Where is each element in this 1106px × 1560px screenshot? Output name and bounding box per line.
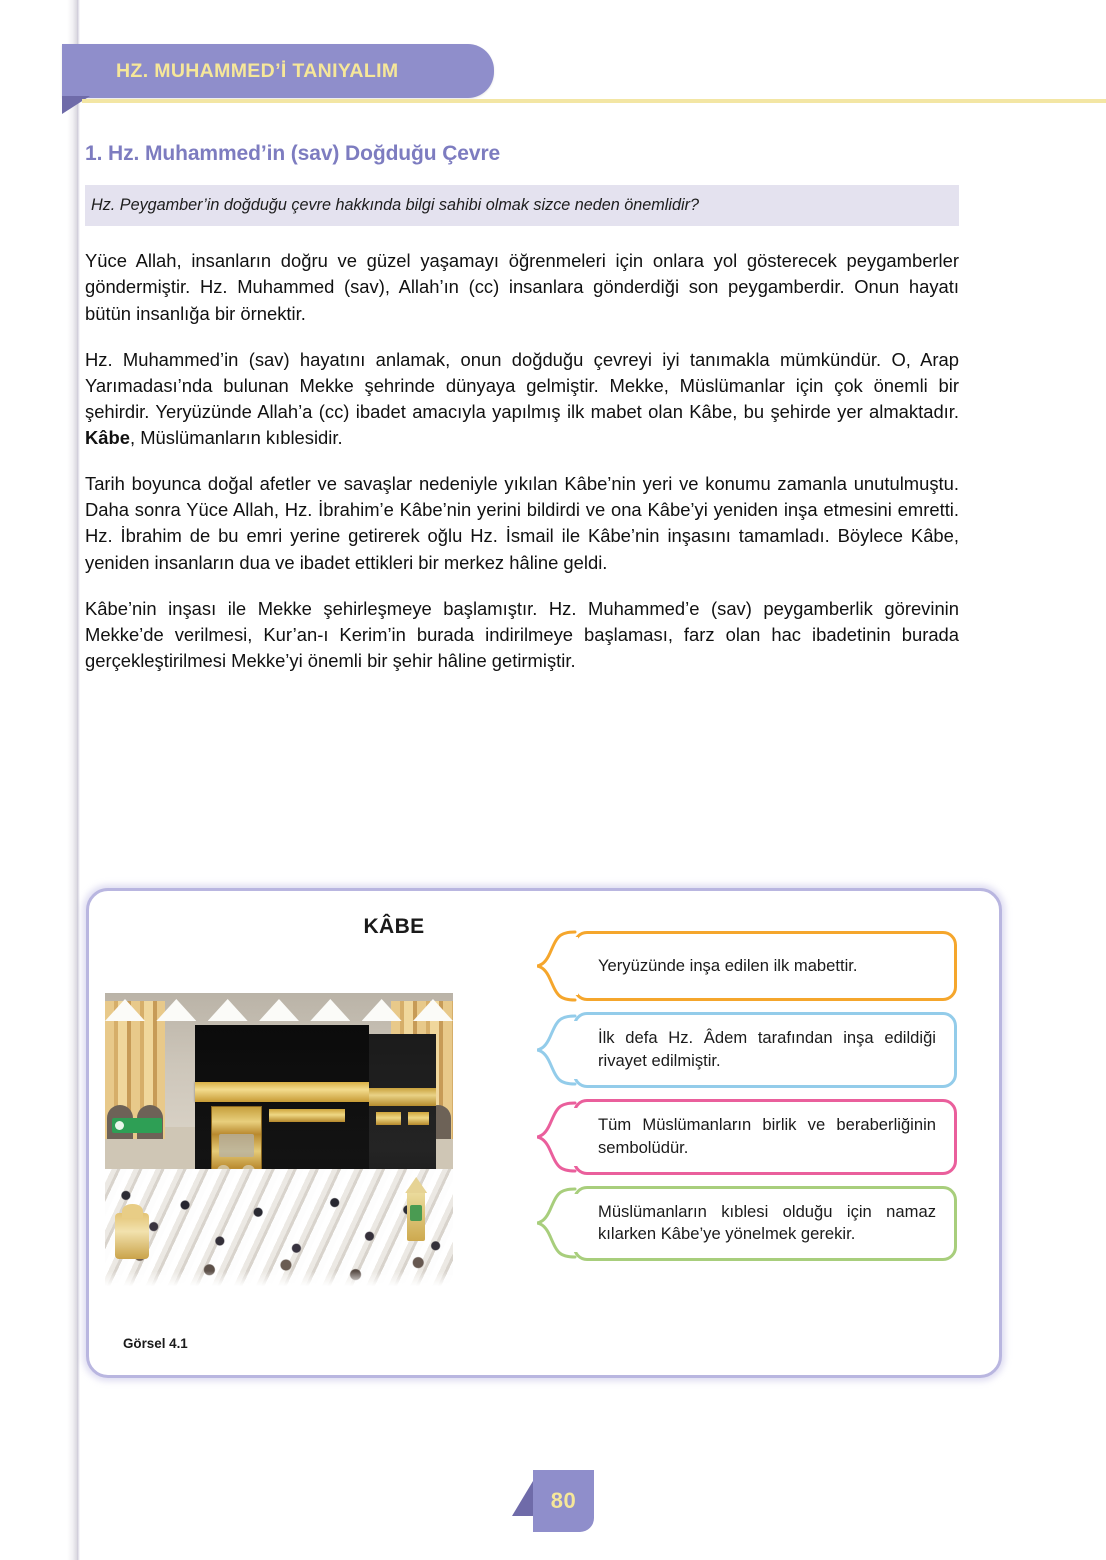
green-sign-icon — [112, 1118, 162, 1133]
figure-box — [86, 888, 1002, 1378]
kaaba-gold-band — [195, 1082, 369, 1102]
callout-text: Tüm Müslümanların birlik ve beraberliğinin sembolüdür. — [598, 1114, 936, 1157]
opening-question-band — [85, 185, 959, 226]
callout-text: Yeryüzünde inşa edilen ilk mabettir. — [598, 955, 858, 975]
callout-3 — [537, 1099, 957, 1175]
photo-bottom-fade — [105, 1271, 453, 1289]
chapter-header-title: HZ. MUHAMMED’İ TANIYALIM — [116, 59, 399, 82]
chapter-header-banner — [62, 44, 494, 98]
kaaba-gold-plaque — [269, 1109, 346, 1122]
canopy-icon — [310, 999, 350, 1021]
canopy-icon — [156, 999, 196, 1021]
callout-beak-mask — [572, 937, 578, 995]
kaaba-gold-band-side — [369, 1088, 435, 1106]
callout-beak-icon — [537, 1186, 577, 1260]
paragraph-3: Tarih boyunca doğal afetler ve savaşlar nedeniyle yıkılan Kâbe’nin yeri ve konumu zamanla unutulmuştu. Daha sonra Yüce Allah, Hz. İbrahim’e Kâbe’nin yerini bildirdi ve ona Kâbe’yi yeniden inşa etmesini emretti. Hz. İbrahim de bu emri yerine getirerek oğlu Hz. İsmail ile Kâbe’nin inşasını tamamladı. Böylece Kâbe, yeniden insanların dua ve ibadet ettikleri bir merkez hâline geldi. — [85, 473, 959, 573]
callout-4 — [537, 1186, 957, 1262]
kaaba-gold-plaque — [408, 1112, 429, 1125]
callout-box — [573, 1099, 957, 1175]
figure-caption: Görsel 4.1 — [123, 1336, 188, 1351]
page-binding-edge — [0, 0, 78, 1560]
callout-beak-icon — [537, 929, 577, 1003]
paragraph-4: Kâbe’nin inşası ile Mekke şehirleşmeye başlamıştır. Hz. Muhammed’e (sav) peygamberlik görevinin Mekke’de verilmesi, Kur’an-ı Kerim’in burada indirilmeye başlaması, farz olan hac ibadetinin burada gerçekleştirilmesi Mekke’yi önemli bir şehir hâline getirmiştir. — [85, 597, 959, 671]
paragraph-2-part-2: , Müslümanların kıblesidir. — [129, 427, 343, 448]
callout-1 — [537, 931, 957, 1001]
callout-box — [573, 1012, 957, 1088]
callout-text: İlk defa Hz. Âdem tarafından inşa edildiği rivayet edilmiştir. — [598, 1028, 936, 1070]
paragraph-1: Yüce Allah, insanların doğru ve güzel yaşamayı öğrenmeleri için onlara yol gösterecek peygamberler göndermiştir. Hz. Muhammed (sav), Allah’ın (cc) insanlara gönderdiği son peygamberdir. Onun hayatı bütün insanlığa bir örnektir. — [85, 250, 959, 324]
canopy-icon — [259, 999, 299, 1021]
photo-top-edge — [105, 989, 453, 993]
canopy-icon — [413, 999, 453, 1021]
kaaba-gold-plaque — [376, 1112, 400, 1125]
callout-box — [573, 1186, 957, 1262]
canopy-icon — [362, 999, 402, 1021]
page-binding-line — [77, 0, 80, 1560]
paragraph-2 — [85, 347, 959, 452]
callout-beak-icon — [537, 1013, 577, 1087]
main-content — [85, 142, 959, 674]
page-number: 80 — [550, 1488, 577, 1513]
callout-beak-mask — [572, 1194, 578, 1252]
canopy-icon — [208, 999, 248, 1021]
gold-pulpit — [407, 1189, 425, 1241]
callout-beak-mask — [572, 1108, 578, 1166]
figure-diagram-title: KÂBE — [363, 915, 425, 938]
paragraph-2-part-1: Hz. Muhammed’in (sav) hayatını anlamak, onun doğduğu çevreyi iyi tanımakla mümkündür. O, Arap Yarımadası’nda bulunan Mekke şehrinde dünyaya gelmiştir. Mekke, Müslümanlar için çok önemli bir şehirdir. Yeryüzünde Allah’a (cc) ibadet amacıyla yapılmış ilk mabet olan Kâbe, bu şehirde yer almaktadır. — [85, 348, 959, 422]
kaaba-photo — [105, 989, 453, 1289]
canopy-icon — [105, 999, 145, 1021]
chapter-header-rule — [82, 99, 1106, 103]
canopy-row — [105, 995, 453, 1021]
page-number-tab — [533, 1470, 594, 1532]
callout-2 — [537, 1012, 957, 1088]
paragraph-2-bold-term: Kâbe — [85, 427, 130, 448]
callout-list — [537, 931, 957, 1261]
callout-box — [573, 931, 957, 1001]
pulpit-green-detail — [410, 1205, 422, 1221]
maqam-ibrahim — [115, 1213, 149, 1259]
section-title: 1. Hz. Muhammed’in (sav) Doğduğu Çevre — [85, 142, 501, 165]
callout-beak-mask — [572, 1021, 578, 1079]
callout-text: Müslümanların kıblesi olduğu için namaz kılarken Kâbe’ye yönelmek gerekir. — [598, 1201, 936, 1244]
callout-beak-icon — [537, 1100, 577, 1174]
opening-question-text: Hz. Peygamber’in doğduğu çevre hakkında bilgi sahibi olmak sizce neden önemlidir? — [91, 196, 699, 214]
kaaba-door-panel — [219, 1134, 254, 1157]
